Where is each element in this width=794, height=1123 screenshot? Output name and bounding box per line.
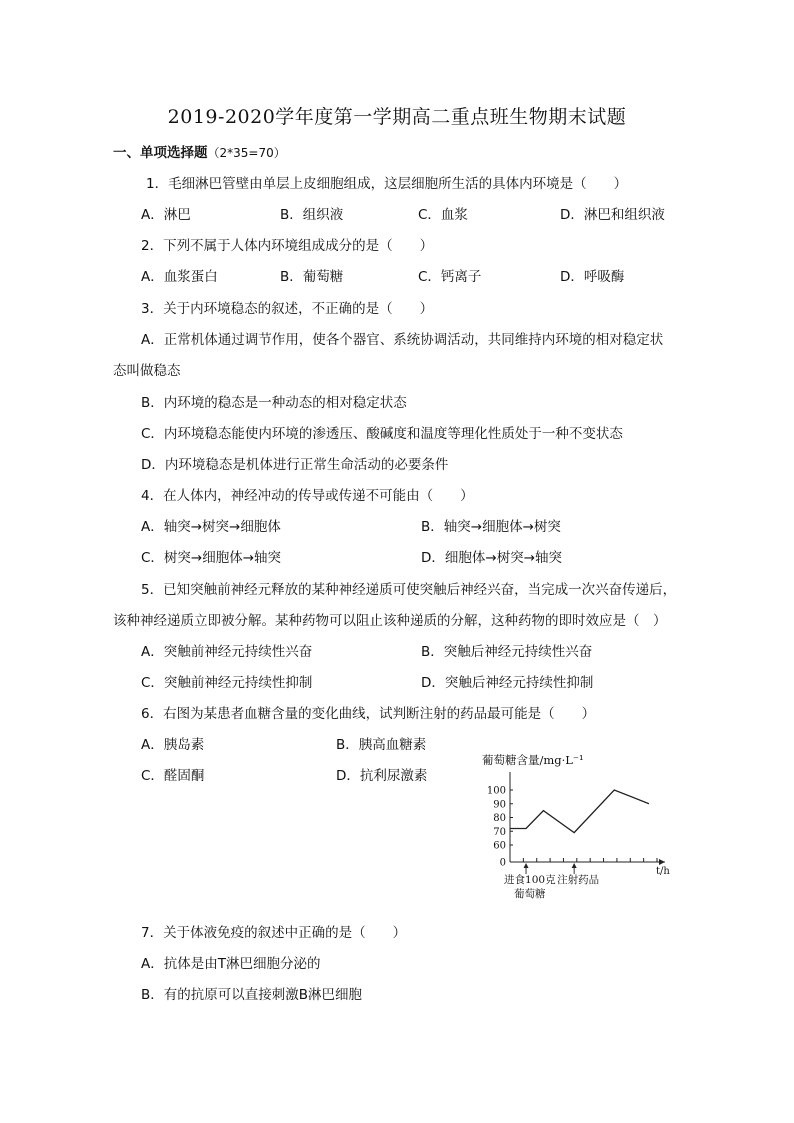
q7-option-a: A．抗体是由T淋巴细胞分泌的 [141, 956, 321, 972]
q4-option-b: B．轴突→细胞体→树突 [421, 519, 561, 535]
chart-y-ticks [487, 786, 513, 869]
q2-option-d: D．呼吸酶 [560, 269, 625, 285]
q4-option-c: C．树突→细胞体→轴突 [141, 550, 282, 566]
q3-option-a: A．正常机体通过调节作用，使各个器官、系统协调活动，共同维持内环境的相对稳定状 [141, 332, 664, 348]
q6-option-a: A．胰岛素 [141, 737, 205, 753]
y-tick-label: 70 [493, 826, 506, 838]
q2-option-b: B．葡萄糖 [280, 269, 344, 285]
q2-option-c: C．钙离子 [418, 269, 482, 285]
y-tick-label: 0 [499, 857, 506, 869]
blood-glucose-chart [470, 742, 680, 912]
q4-option-a: A．轴突→树突→细胞体 [141, 519, 281, 535]
y-tick-label: 100 [486, 785, 506, 797]
question-7-stem: 7．关于体液免疫的叙述中正确的是（ ） [141, 925, 407, 941]
y-tick-label: 80 [493, 813, 506, 824]
q6-option-b: B．胰高血糖素 [336, 737, 427, 753]
annotation-arrow-head [524, 863, 529, 868]
annotation-label: 注射药品 [557, 874, 600, 886]
q1-option-a: A．淋巴 [141, 207, 191, 223]
q1-option-d: D．淋巴和组织液 [560, 207, 665, 223]
annotation-label-line2: 葡萄糖 [514, 888, 546, 900]
y-tick-label: 60 [493, 840, 506, 852]
chart-ylabel: 葡萄糖含量/mg·L⁻¹ [482, 753, 584, 767]
question-5-stem-cont: 该种神经递质立即被分解。某种药物可以阻止该种递质的分解，这种药物的即时效应是（ ） [113, 613, 667, 629]
question-5-stem: 5．已知突触前神经元释放的某种神经递质可使突触后神经兴奋，当完成一次兴奋传递后， [141, 582, 677, 598]
chart-x-ticks [523, 858, 657, 862]
section-label: 一、单项选择题 [113, 145, 208, 161]
chart-xlabel: t/h [656, 866, 670, 877]
question-3-stem: 3．关于内环境稳态的叙述，不正确的是（ ） [141, 301, 434, 317]
q4-option-d: D．细胞体→树突→轴突 [421, 550, 563, 566]
section-points: （2*35=70） [207, 146, 286, 160]
q6-option-d: D．抗利尿激素 [336, 768, 428, 784]
y-tick-label: 90 [493, 799, 506, 811]
annotation-arrow-head [572, 863, 577, 868]
q1-option-b: B．组织液 [280, 207, 344, 223]
question-6-stem: 6．右图为某患者血糖含量的变化曲线，试判断注射的药品最可能是（ ） [141, 706, 596, 722]
q3-option-a-cont: 态叫做稳态 [113, 363, 181, 379]
q5-option-a: A．突触前神经元持续性兴奋 [141, 644, 313, 660]
q5-option-c: C．突触前神经元持续性抑制 [141, 675, 313, 691]
q2-option-a: A．血浆蛋白 [141, 269, 218, 285]
question-1-stem: 1．毛细淋巴管壁由单层上皮细胞组成，这层细胞所生活的具体内环境是（ ） [146, 176, 628, 192]
glucose-line [510, 790, 649, 833]
question-4-stem: 4．在人体内，神经冲动的传导或传递不可能由（ ） [141, 488, 474, 504]
q7-option-b: B．有的抗原可以直接刺激B淋巴细胞 [141, 987, 363, 1003]
section-heading [113, 147, 286, 161]
q5-option-b: B．突触后神经元持续性兴奋 [421, 644, 593, 660]
q1-option-c: C．血浆 [418, 207, 468, 223]
annotation-label: 进食100克 [504, 874, 556, 886]
x-axis-arrow [659, 859, 665, 865]
q5-option-d: D．突触后神经元持续性抑制 [421, 675, 594, 691]
page-title: 2019-2020学年度第一学期高二重点班生物期末试题 [167, 106, 627, 128]
chart-annotations [504, 863, 599, 900]
q6-option-c: C．醛固酮 [141, 768, 205, 784]
q3-option-c: C．内环境稳态能使内环境的渗透压、酸碱度和温度等理化性质处于一种不变状态 [141, 426, 623, 442]
q3-option-b: B．内环境的稳态是一种动态的相对稳定状态 [141, 395, 407, 411]
q3-option-d: D．内环境稳态是机体进行正常生命活动的必要条件 [141, 457, 449, 473]
question-2-stem: 2．下列不属于人体内环境组成成分的是（ ） [141, 238, 434, 254]
